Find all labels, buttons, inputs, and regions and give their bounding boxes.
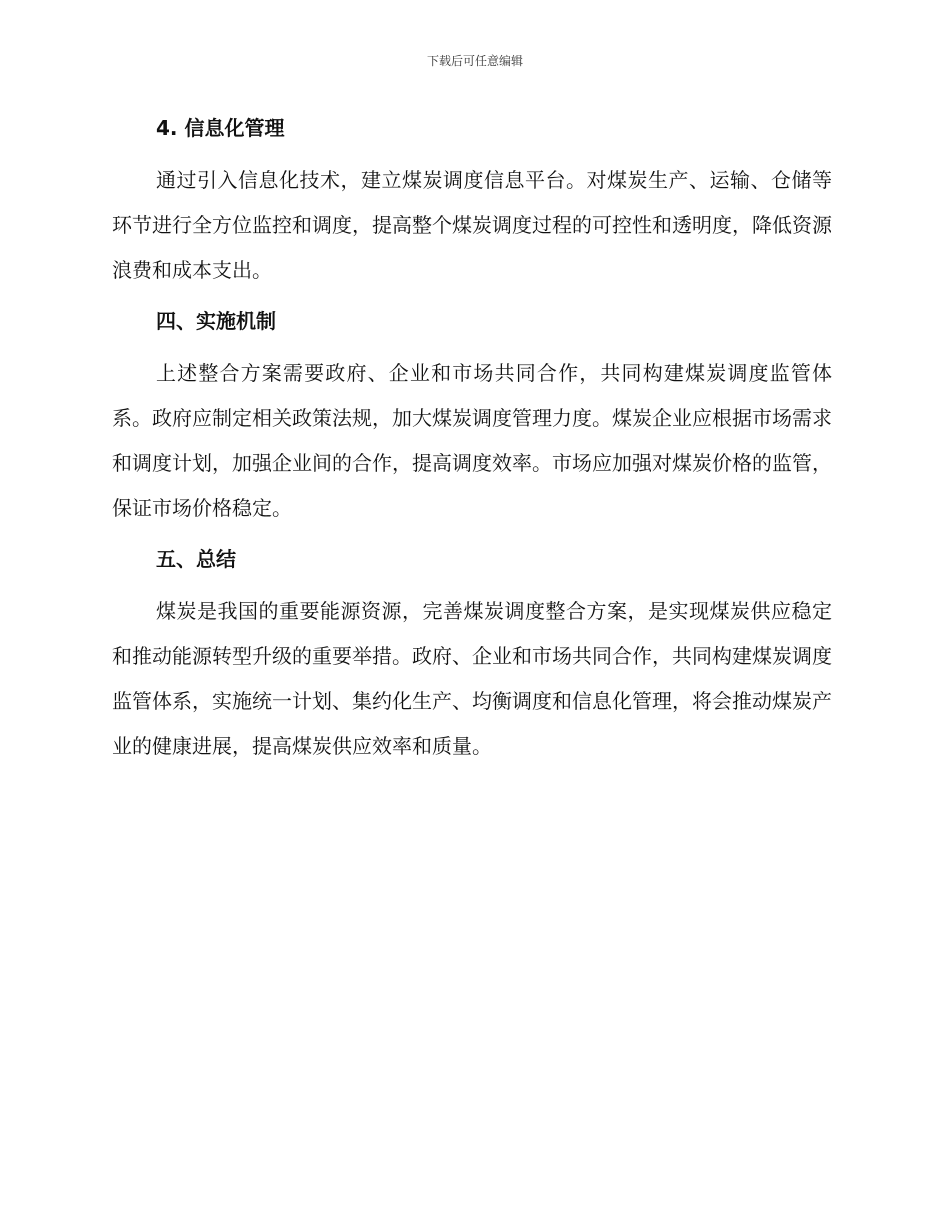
section-information-management (112, 112, 832, 293)
section-paragraph: 上述整合方案需要政府、企业和市场共同合作，共同构建煤炭调度监管体系。政府应制定相关政策法规，加大煤炭调度管理力度。煤炭企业应根据市场需求和调度计划，加强企业间的合作，提高调度效率。市场应加强对煤炭价格的监管，保证市场价格稳定。 (112, 361, 832, 520)
section-paragraph: 通过引入信息化技术，建立煤炭调度信息平台。对煤炭生产、运输、仓储等环节进行全方位监控和调度，提高整个煤炭调度过程的可控性和透明度，降低资源浪费和成本支出。 (112, 168, 832, 282)
section-heading: 五、总结 (156, 547, 236, 571)
section-paragraph: 煤炭是我国的重要能源资源，完善煤炭调度整合方案，是实现煤炭供应稳定和推动能源转型升级的重要举措。政府、企业和市场共同合作，共同构建煤炭调度监管体系，实施统一计划、集约化生产、均衡调度和信息化管理，将会推动煤炭产业的健康进展，提高煤炭供应效率和质量。 (112, 599, 832, 758)
section-heading: 四、实施机制 (156, 309, 276, 333)
section-implementation-mechanism (112, 305, 832, 531)
section-heading: 4. 信息化管理 (156, 116, 285, 140)
section-summary (112, 543, 832, 769)
page-header: 下载后可任意编辑 (426, 54, 523, 68)
document-body (112, 112, 832, 781)
